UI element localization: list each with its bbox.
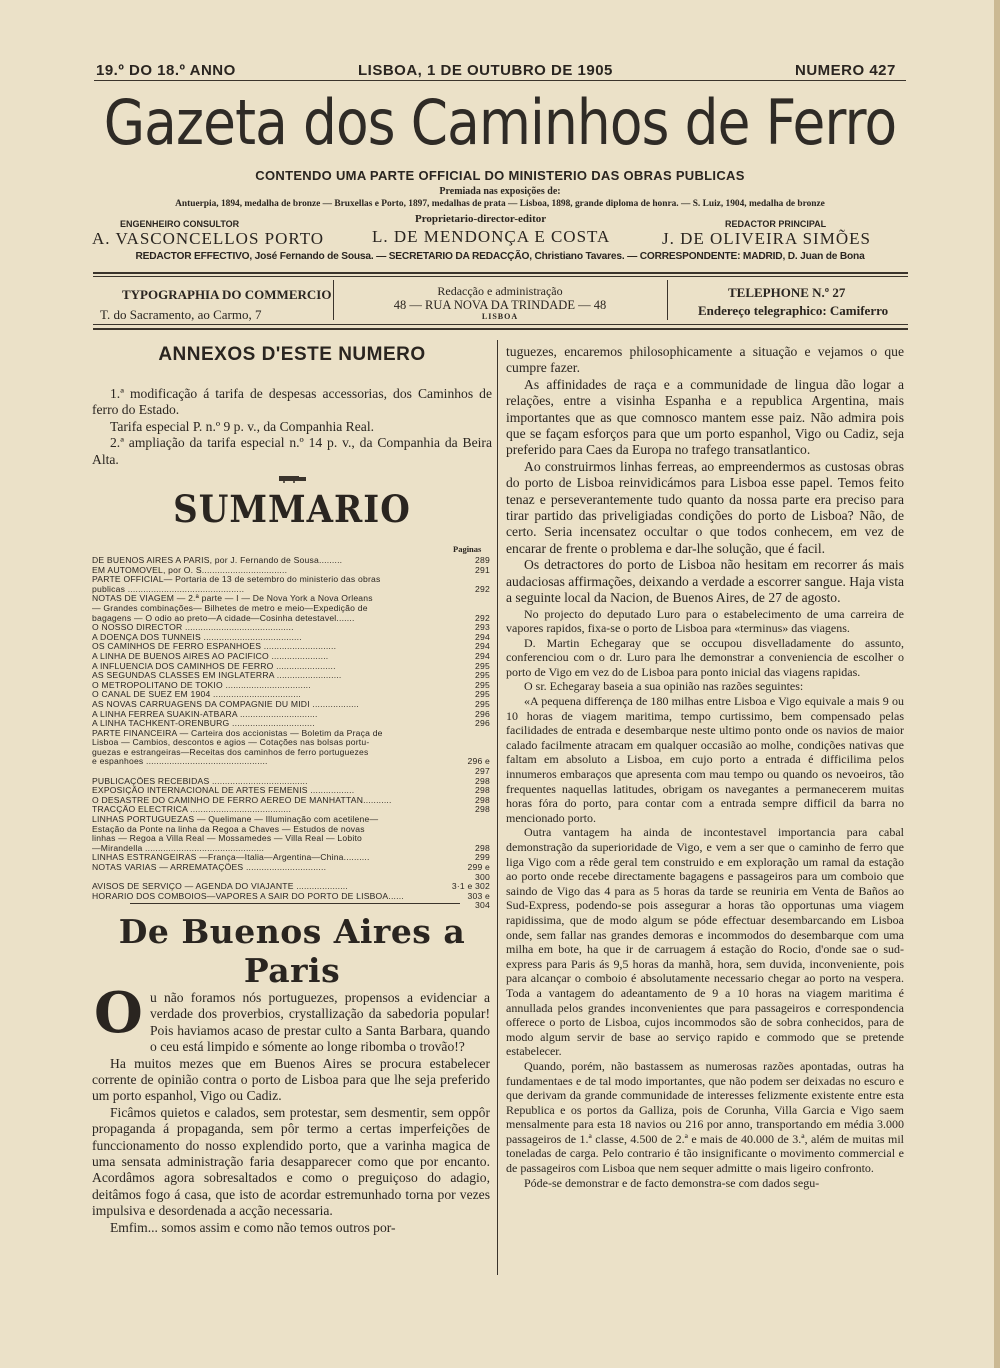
article-heading: De Buenos Aires a Paris (118, 912, 466, 990)
telegraph-address: Endereço telegraphico: Camiferro (698, 303, 889, 318)
summario-item-page (450, 594, 490, 604)
year-label: 19.º DO 18.º ANNO (96, 62, 236, 79)
summario-item-page: 294 (475, 650, 490, 661)
summario-item-page: 3·1 e 302 (451, 881, 490, 892)
summario-item-page: 299 e 300 (467, 862, 490, 882)
summario-item-page: 294 (475, 641, 490, 652)
quote-para-1: No projecto do deputado Luro para o estabelecimento de uma carreira de vapores rapidos, fixa-se o porto de Lisboa para «terminus» das viagens. (506, 606, 904, 636)
summario-item-title: EXPOSIÇÃO INTERNACIONAL DE ARTES FEMENIS ................. (92, 786, 355, 796)
summario-item-title: Estação da Ponte na linha da Regoa a Chaves — Estudos de novas (92, 824, 365, 834)
summario-item (92, 671, 490, 681)
summario-item-page (450, 738, 490, 748)
infobar-top-rule (93, 272, 908, 274)
summario-item-page: 295 (475, 679, 490, 690)
masthead-subtitle: CONTENDO UMA PARTE OFFICIAL DO MINISTERIO DAS OBRAS PUBLICAS (255, 168, 745, 183)
summario-item-title: PUBLICAÇÕES RECEBIDAS ..................................... (92, 776, 308, 786)
summario-item (92, 690, 490, 700)
center-name: L. DE MENDONÇA E COSTA (372, 227, 611, 246)
staff-line: REDACTOR EFFECTIVO, José Fernando de Sousa. — SECRETARIO DA REDACÇÃO, Christiano Tavares. — CORRESPONDENTE: MADRID, D. Juan de Bona (135, 251, 865, 262)
summario-item-title: LINHAS ESTRANGEIRAS —França—Italia—Argentina—China.......... (92, 853, 370, 863)
summario-item-title: A DOENÇA DOS TUNNEIS ...................................... (92, 632, 302, 642)
infobar-top-rule-thin (93, 276, 908, 277)
quote-para-2: D. Martin Echegaray que se occupou disvelladamente do assunto, conferenciou com o dr. Luro para lhe demonstrar a conveniencia de escolher o porto de Vigo em vez do de Lisboa para ponto inicial das viagens rapidas. (506, 635, 904, 679)
summario-item-page: 296 e 297 (467, 756, 490, 777)
article-para-3: Ficâmos quietos e calados, sem protestar, sem desmentir, sem oppôr propaganda á propaganda, sem pôr termo a certas imperfeições de funccionamento do nosso explendido porto, que a varinha magica de uma sensata administração faria desapparecer como que por encanto. Acordâmos agora sobresaltados e como o preguiçoso do adagio, deitâmos fogo á casa, que isto de acordar estremunhado torna por vezes impulsiva e desordenada a acção necessaria. (92, 1104, 490, 1219)
right-name: J. DE OLIVEIRA SIMÕES (662, 229, 871, 248)
summario-item-page: 295 (475, 698, 490, 709)
quote-para-6: Quando, porém, não bastassem as numerosas razões apontadas, outras ha fundamentaes e de tal modo importantes, que não podem ser deixadas no escuro e que derivam da grande communidade de interesses felizmente existente entre esta Republica e os portos da Galliza, pois de Corunha, Villa Garcia e Vigo saem mensalmente para esta 18 navios ou 216 por anno, transportando em média 3.000 passageiros de 1.ª classe, 4.500 de 2.ª e mais de 40.000 de 3.ª, além de muitas mil toneladas de carga. Pelo contrario é tão insignificante o movimento commercial e de passageiros com Lisboa que nem sequer admitte o mais ligeiro confronto. (506, 1058, 904, 1176)
summario-item-page: 295 (475, 689, 490, 700)
center-role: Proprietario-director-editor (415, 213, 547, 225)
quote-para-3: O sr. Echegaray baseia a sua opinião nas razões seguintes: (524, 679, 804, 694)
summario-item-page: 303 e 304 (467, 890, 490, 911)
summario-item-title: A LINHA TACHKENT-ORENBURG ................................ (92, 719, 315, 729)
article-right-para-4: Os detractores do porto de Lisboa não hesitam em recorrer ás mais audaciosas affirmações, deixando a verdade a escorrer sangue. Haja vista a seguinte local da Nacion, de Buenos Aires, de 27 de agosto. (506, 557, 904, 606)
summario-item-title: O METROPOLITANO DE TOKIO ................................. (92, 680, 311, 690)
infobar-bottom-rule (93, 324, 908, 325)
annexos-heading: ANNEXOS D'ESTE NUMERO (158, 344, 426, 365)
summario-item-title: NOTAS VARIAS — ARREMATAÇÕES ............................... (92, 863, 327, 872)
summario-item (92, 757, 490, 776)
right-role: REDACTOR PRINCIPAL (725, 219, 827, 229)
top-rule (94, 80, 906, 81)
number-label: NUMERO 427 (795, 62, 896, 79)
office-address: 48 — RUA NOVA DA TRINDADE — 48 (393, 298, 607, 312)
annexo-2: Tarifa especial P. n.º 9 p. v., da Companhia Real. (110, 418, 374, 434)
summario-item-title: A LINHA FERREA SUAKIN-ATBARA .............................. (92, 709, 318, 719)
summario-item-title: e espanhoes ............................................... (92, 757, 268, 767)
summario-item-page (450, 729, 490, 739)
masthead-title: Gazeta dos Caminhos de Ferro (103, 86, 897, 159)
summario-item (92, 844, 490, 854)
column-divider (497, 340, 498, 1275)
summario-item-title: EM AUTOMOVEL, por O. S................................. (92, 565, 288, 575)
annexos-list (92, 386, 492, 468)
summario-item (92, 700, 490, 710)
summario-item (92, 556, 490, 566)
summario-item-page: 298 (475, 785, 490, 796)
printer-name: TYPOGRAPHIA DO COMMERCIO (122, 287, 332, 302)
summario-item-title: A INFLUENCIA DOS CAMINHOS DE FERRO ....................... (92, 661, 336, 671)
summario-item-page: 295 (475, 660, 490, 671)
telephone: TELEPHONE N.º 27 (728, 285, 846, 300)
summario-heading: SUMMARIO (173, 488, 411, 532)
summario-item (92, 777, 490, 787)
summario-item-title: — Grandes combinações— Bilhetes de metro e meio—Expedição de (92, 603, 368, 613)
summario-item (92, 575, 490, 585)
office-label: Redacção e administração (437, 284, 563, 298)
summario-item (92, 604, 490, 614)
summario-item-page: 289 (475, 555, 490, 565)
summario-item (92, 815, 490, 825)
summario-item-page: 292 (475, 583, 490, 594)
summario-item-title: guezas e estrangeiras—Receitas dos caminhos de ferro portuguezes (92, 747, 369, 757)
article-right-para-1: tuguezes, encaremos philosophicamente a situação e vejamos o que cumpre fazer. (506, 344, 904, 376)
summario-item-title: AS SEGUNDAS CLASSES EM INGLATERRA ......................... (92, 671, 342, 681)
summario-item-title: O DESASTRE DO CAMINHO DE FERRO AEREO DE MANHATTAN........... (92, 795, 392, 805)
article-right-column (506, 344, 904, 1190)
summario-item (92, 719, 490, 729)
summario-item-title: Lisboa — Cambios, descontos e agios — Cotações nas bolsas portu- (92, 738, 370, 748)
summario-item-title: PARTE FINANCEIRA — Carteira dos accionistas — Boletim da Praça de (92, 728, 383, 738)
summario-item (92, 585, 490, 595)
summario-item (92, 729, 490, 739)
summario-item (92, 892, 490, 911)
summario-item-page (450, 825, 490, 835)
printer-address: T. do Sacramento, ao Carmo, 7 (100, 307, 262, 322)
summario-item (92, 853, 490, 863)
article-para-1: u não foramos nós portuguezes, propensos a evidenciar a verdade dos proverbios, crystallização da sabedoria popular! Pois haviamos acaso de prestar culto a Santa Barbara, quando o ceu está limpido e sómente ao longe ribomba o trovão!? (150, 990, 490, 1055)
summario-item (92, 623, 490, 633)
summario-item-page: 298 (475, 794, 490, 805)
summario-item-page: 299 (475, 852, 490, 863)
summario-item (92, 882, 490, 892)
summario-item (92, 662, 490, 672)
infobar-divider-right (667, 280, 668, 320)
summario-item-title: TRACÇÃO ELECTRICA ....................................... (92, 805, 292, 815)
article-left-column (92, 990, 490, 1236)
summario-pages-label: Paginas (453, 544, 482, 554)
prizes-label: Premiada nas exposições de: (439, 186, 561, 197)
annexo-3: 2.ª ampliação da tarifa especial n.º 14 p. v., da Companhia da Beira Alta. (92, 435, 492, 467)
summario-item (92, 710, 490, 720)
summario-item-title: AS NOVAS CARRUAGENS DA COMPAGNIE DU MIDI .................. (92, 699, 359, 709)
date-label: LISBOA, 1 DE OUTUBRO DE 1905 (358, 62, 613, 79)
summario-item-title: AVISOS DE SERVIÇO — AGENDA DO VIAJANTE .................... (92, 882, 348, 892)
summario-item-page: 296 (475, 708, 490, 719)
summario-item-title: O NOSSO DIRECTOR .......................................... (92, 623, 294, 633)
summario-item (92, 863, 490, 882)
ornament-train-icon (278, 470, 308, 478)
summario-item-page: 298 (475, 804, 490, 815)
infobar-bottom-rule-thick (93, 328, 908, 330)
summario-item-title: bagagens — O odio ao preto—A cidade—Cosinha detestavel....... (92, 613, 355, 623)
summario-item-page: 296 (475, 718, 490, 729)
summario-item-page: 295 (475, 670, 490, 681)
summario-item-title: —Mirandella .............................................. (92, 843, 265, 853)
article-rule (130, 903, 460, 904)
summario-item (92, 786, 490, 796)
summario-item (92, 652, 490, 662)
dropcap: O (94, 980, 143, 1046)
summario-item (92, 681, 490, 691)
summario-item-title: O CANAL DE SUEZ EM 1904 .................................. (92, 690, 301, 700)
summario-item (92, 825, 490, 835)
summario-item-title: NOTAS DE VIAGEM — 2.ª parte — I — De Nova York a Nova Orleans (92, 594, 373, 604)
summario-item-page: 291 (475, 564, 490, 575)
annexo-1: 1.ª modificação á tarifa de despesas accessorias, dos Caminhos de ferro do Estado. (92, 386, 492, 418)
summario-item (92, 834, 490, 844)
article-para-4: Emfim... somos assim e como não temos outros por- (110, 1219, 396, 1235)
prizes-line: Antuerpia, 1894, medalha de bronze — Bruxellas e Porto, 1897, medalhas de prata — Lisboa, 1898, grande diploma de honra. — S. Luiz, 1904, medalha de bronze (175, 199, 825, 209)
quote-para-7: Póde-se demonstrar e de facto demonstra-se com dados segu- (524, 1175, 820, 1190)
summario-item (92, 594, 490, 604)
article-right-para-2: As affinidades de raça e a communidade de lingua dão logar a relações, entre a visinha Espanha e a republica Argentina, mais importantes que as que comnosco mantem esse paiz. Não admira pois que se façam esforços para que um porto espanhol, Vigo ou Cadiz, seja preferido para Caes da Europa no trafego transatlantico. (506, 376, 904, 458)
summario-item-page: 298 (475, 842, 490, 853)
summario-item (92, 642, 490, 652)
summario-item-page: 294 (475, 631, 490, 642)
quote-para-5: Outra vantagem ha ainda de incontestavel importancia para cabal demonstração da superioridade de Vigo, e vem a ser que o caminho de ferro que liga Vigo com a rêde geral tem construido e em exploração um ramal da estação ao porto onde recebe directamente bagagens e passageiros para um comboio que saindo de Vigo das 4 para as 5 horas da tarde se reuniria em Venta de Baños ao Sud-Express, podendo-se pois assegurar a horas tão opportunas uma viagem rapidissima, que de modo algum se póde effectuar desembarcando em Lisboa onde, sem fallar nas grandes demoras e incommodos do desembarque com uma milha em bote, ha que ir de carruagem á estação do Rocio, d'onde sae o sud-express para Paris ás 9,5 horas da manhã, hora, sem duvida, inconveniente, pois para alcançar o comboio é absolutamente necessario chegar ao porto na vespera. Toda a vantagem do adeantamento de 9 a 10 horas na viagem maritima é annullada pelos grandes inconvenientes que para passageiros e correspondencia offerece o porto de Lisboa, cujos incommodos são de sobra conhecidos, para de modo algum servir de base ao serviço rapido e commodo que se pretende estabelecer. (506, 825, 904, 1059)
summario-item-title: LINHAS PORTUGUEZAS — Quelimane — Illuminação com acetilene— (92, 815, 379, 825)
summario-item-page (450, 815, 490, 825)
summario-item-title: A LINHA DE BUENOS AIRES AO PACIFICO ...................... (92, 651, 329, 661)
summario-item-page: 292 (475, 612, 490, 623)
article-para-2: Ha muitos mezes que em Buenos Aires se procura estabelecer corrente de opinião contra o porto de Lisboa para que lhe seja preferido um porto espanhol, Vigo ou Cadiz. (92, 1055, 490, 1104)
summario-item-title: DE BUENOS AIRES A PARIS, por J. Fernando de Sousa......... (92, 556, 343, 565)
summario-item (92, 566, 490, 576)
summario-item (92, 614, 490, 624)
summario-item-title: HORARIO DOS COMBOIOS—VAPORES A SAIR DO PORTO DE LISBOA...... (92, 891, 404, 901)
summario-item (92, 633, 490, 643)
summario-item-title: OS CAMINHOS DE FERRO ESPANHOES ............................ (92, 642, 337, 652)
summario-item-title: linhas — Regoa a Villa Real — Mossamedes — Villa Real — Lobito (92, 834, 363, 844)
summario-item (92, 748, 490, 758)
summario-item-page: 298 (475, 775, 490, 786)
summario-item-page: 293 (475, 622, 490, 633)
left-name: A. VASCONCELLOS PORTO (92, 229, 325, 248)
article-right-para-3: Ao construirmos linhas ferreas, ao empreendermos as custosas obras do porto de Lisboa reinvidicámos para Lisboa esse papel. Temos feito tenaz e perseverantemente tudo quanto da nossa parte era preciso para tirar partido das priveligiadas condições do porto de Lisboa? Não, de certo. Seria incensatez occultar o que todos conhecem, em vez de encarar de frente o problema e dar-lhe solução, que é facil. (506, 458, 904, 556)
summario-item (92, 738, 490, 748)
left-role: ENGENHEIRO CONSULTOR (120, 219, 240, 229)
office-city: LISBOA (481, 312, 519, 321)
quote-para-4: «A pequena differença de 180 milhas entre Lisboa e Vigo equivale a mais 9 ou 10 horas de viagem maritima, tempo curtissimo, bem compensado pelas facilidades de entrada e desembarque neste ultimo ponto onde os navios de maior calado facilmente atracam em qualquer occasião ao molhe, condições nativas que faltam em absoluto a Lisboa, em cujo porto a entrada é difficilima pelos innumeros embaraços que apresenta com mau tempo ou quando os nevoeiros, tão frequentes naquellas latitudes, obrigam os navegantes a permanecerem muitas horas fóra do porto, para contar com a entrada sempre difficil da barra no mencionado porto. (506, 694, 904, 825)
summario-list (92, 556, 490, 911)
summario-item (92, 796, 490, 806)
summario-item-title: publicas ............................................. (92, 584, 245, 594)
summario-item-title: PARTE OFFICIAL— Portaria de 13 de setembro do ministerio das obras (92, 575, 381, 585)
summario-item (92, 805, 490, 815)
